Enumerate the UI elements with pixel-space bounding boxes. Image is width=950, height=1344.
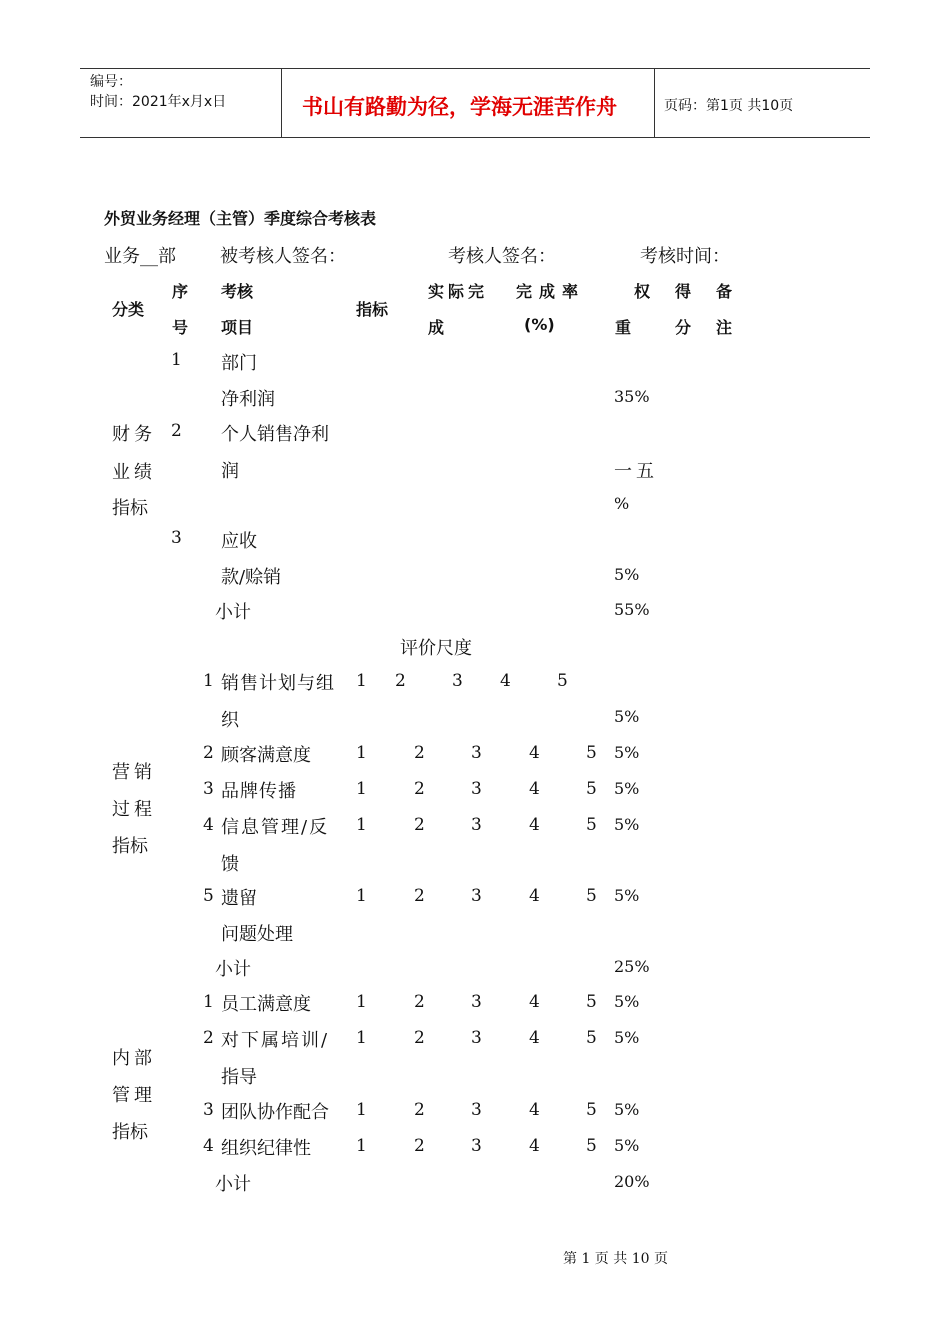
col-header-item: 考核: [221, 282, 254, 301]
scale-4: 4: [529, 743, 540, 763]
row-item: 指导: [221, 1067, 257, 1088]
sign-time: 考核时间：: [640, 246, 730, 267]
scale-4: 4: [529, 992, 540, 1012]
row-seq: 1: [203, 671, 214, 691]
row-item: 馈: [221, 854, 239, 875]
subtotal-label: 小计: [215, 959, 251, 980]
row-item: 销售计划与组: [221, 673, 335, 694]
category-label: 业绩: [112, 462, 156, 483]
document-title: 外贸业务经理（主管）季度综合考核表: [104, 209, 377, 228]
sign-department: 业务__部: [104, 246, 176, 267]
col-header-score: 分: [675, 318, 692, 337]
scale-3: 3: [471, 743, 482, 763]
row-item: 应收: [221, 531, 257, 552]
col-header-rate: 完成率: [516, 282, 586, 301]
category-label: 内部: [112, 1048, 156, 1069]
scale-2: 2: [395, 671, 406, 691]
row-item: 对下属培训/: [221, 1030, 330, 1051]
scale-2: 2: [414, 779, 425, 799]
subtotal-value: 20%: [614, 1172, 650, 1191]
col-header-rate: (%): [524, 315, 555, 334]
category-label: 指标: [112, 498, 148, 519]
row-weight: 5%: [614, 1028, 640, 1047]
sign-assessee: 被考核人签名：: [220, 246, 346, 267]
doc-code-label: 编号：: [90, 74, 132, 90]
scale-1: 1: [356, 815, 367, 835]
scale-5: 5: [586, 779, 597, 799]
row-weight: 5%: [614, 743, 640, 762]
subtotal-label: 小计: [215, 1174, 251, 1195]
row-item: 织: [221, 710, 239, 731]
scale-3: 3: [471, 1028, 482, 1048]
scale-3: 3: [471, 1100, 482, 1120]
row-seq: 1: [171, 350, 182, 370]
row-weight: 35%: [614, 387, 650, 406]
subtotal-value: 55%: [614, 600, 650, 619]
scale-4: 4: [529, 1136, 540, 1156]
row-weight: 5%: [614, 779, 640, 798]
col-header-actual: 实际完: [428, 282, 489, 301]
subtotal-value: 25%: [614, 957, 650, 976]
scale-4: 4: [529, 1100, 540, 1120]
col-header-actual: 成: [428, 318, 445, 337]
category-label: 过程: [112, 799, 156, 820]
scale-1: 1: [356, 1136, 367, 1156]
header-motto: 书山有路勤为径，学海无涯苦作舟: [302, 95, 617, 119]
scale-5: 5: [586, 992, 597, 1012]
col-header-seq: 号: [172, 318, 189, 337]
row-seq: 3: [203, 779, 214, 799]
scale-5: 5: [586, 743, 597, 763]
row-item: 团队协作配合: [221, 1102, 329, 1123]
row-item: 品牌传播: [221, 781, 297, 802]
scale-3: 3: [471, 779, 482, 799]
row-weight: 5%: [614, 565, 640, 584]
scale-5: 5: [586, 1136, 597, 1156]
row-seq: 2: [203, 743, 214, 763]
row-weight: 5%: [614, 1100, 640, 1119]
scale-3: 3: [471, 1136, 482, 1156]
scale-3: 3: [471, 992, 482, 1012]
scale-2: 2: [414, 815, 425, 835]
row-seq: 2: [203, 1028, 214, 1048]
sign-assessor: 考核人签名：: [448, 246, 556, 267]
scale-3: 3: [452, 671, 463, 691]
col-header-indicator: 指标: [356, 300, 389, 319]
row-seq: 3: [171, 528, 182, 548]
row-seq: 4: [203, 815, 214, 835]
row-item: 员工满意度: [221, 994, 311, 1015]
header-divider: [281, 69, 282, 137]
row-item: 个人销售净利: [221, 424, 329, 445]
scale-1: 1: [356, 743, 367, 763]
row-item: 问题处理: [221, 924, 293, 945]
page-info: 页码：第1页 共10页: [664, 98, 794, 114]
scale-2: 2: [414, 992, 425, 1012]
scale-2: 2: [414, 1100, 425, 1120]
scale-5: 5: [586, 815, 597, 835]
scale-2: 2: [414, 1136, 425, 1156]
scale-1: 1: [356, 886, 367, 906]
col-header-item: 项目: [221, 318, 254, 337]
scale-2: 2: [414, 886, 425, 906]
category-label: 管理: [112, 1085, 156, 1106]
row-weight: 5%: [614, 1136, 640, 1155]
scale-2: 2: [414, 743, 425, 763]
row-weight: %: [614, 494, 630, 513]
row-seq: 2: [171, 421, 182, 441]
col-header-weight: 权: [634, 282, 651, 301]
col-header-score: 得: [675, 282, 692, 301]
category-label: 营销: [112, 762, 156, 783]
subtotal-label: 小计: [215, 602, 251, 623]
scale-4: 4: [529, 886, 540, 906]
category-label: 指标: [112, 836, 148, 857]
row-item: 部门: [221, 353, 257, 374]
row-item: 信息管理/反: [221, 817, 330, 838]
col-header-category: 分类: [112, 300, 145, 319]
row-item: 净利润: [221, 389, 275, 410]
row-item: 遗留: [221, 888, 257, 909]
scale-5: 5: [586, 886, 597, 906]
row-weight: 5%: [614, 992, 640, 1011]
scale-2: 2: [414, 1028, 425, 1048]
scale-4: 4: [529, 815, 540, 835]
scale-4: 4: [529, 1028, 540, 1048]
scale-1: 1: [356, 671, 367, 691]
category-label: 财务: [112, 424, 156, 445]
page-footer: 第 1 页 共 10 页: [563, 1251, 668, 1267]
row-seq: 4: [203, 1136, 214, 1156]
row-weight: 5%: [614, 815, 640, 834]
row-seq: 5: [203, 886, 214, 906]
row-weight: 5%: [614, 707, 640, 726]
scale-5: 5: [586, 1100, 597, 1120]
scale-3: 3: [471, 815, 482, 835]
scale-4: 4: [500, 671, 511, 691]
col-header-note: 注: [716, 318, 733, 337]
col-header-seq: 序: [172, 282, 189, 301]
col-header-weight: 重: [615, 318, 632, 337]
scale-5: 5: [557, 671, 568, 691]
scale-3: 3: [471, 886, 482, 906]
row-weight: 一五: [614, 461, 658, 482]
scale-title: 评价尺度: [400, 638, 472, 659]
scale-1: 1: [356, 779, 367, 799]
scale-1: 1: [356, 1100, 367, 1120]
scale-4: 4: [529, 779, 540, 799]
scale-5: 5: [586, 1028, 597, 1048]
row-seq: 3: [203, 1100, 214, 1120]
doc-date-label: 时间：2021年x月x日: [90, 94, 227, 110]
scale-1: 1: [356, 1028, 367, 1048]
row-item: 组织纪律性: [221, 1138, 311, 1159]
row-item: 款/赊销: [221, 567, 282, 588]
row-weight: 5%: [614, 886, 640, 905]
col-header-note: 备: [716, 282, 733, 301]
page-header: [80, 68, 870, 138]
row-item: 润: [221, 461, 239, 482]
category-label: 指标: [112, 1122, 148, 1143]
header-divider: [654, 69, 655, 137]
row-seq: 1: [203, 992, 214, 1012]
row-item: 顾客满意度: [221, 745, 311, 766]
scale-1: 1: [356, 992, 367, 1012]
